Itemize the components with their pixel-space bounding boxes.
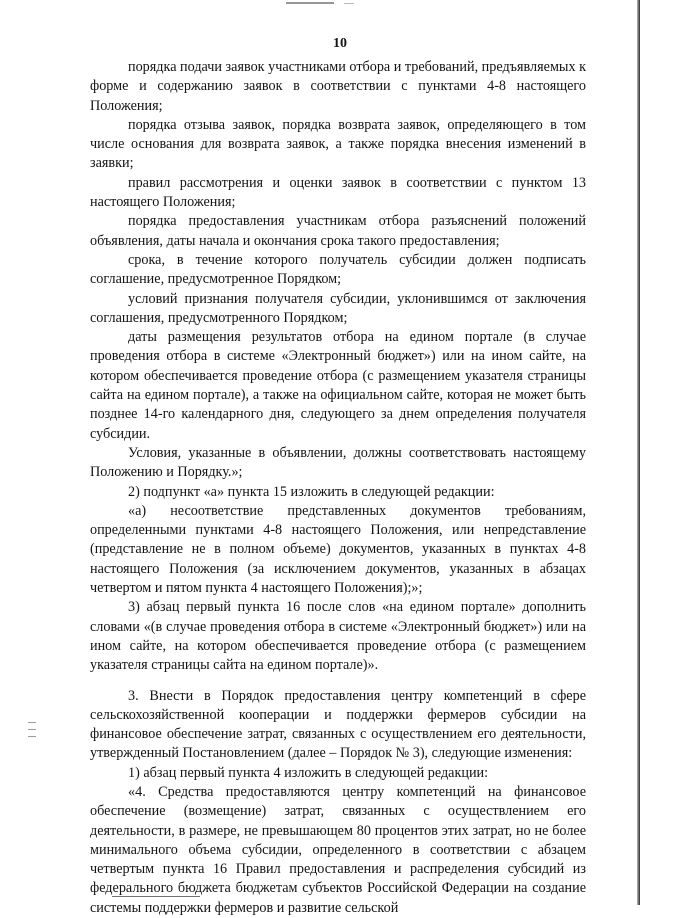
scan-artifact-left	[28, 722, 36, 746]
paragraph: Условия, указанные в объявлении, должны соответствовать настоящему Положению и Порядку.»;	[90, 444, 586, 481]
paragraph: срока, в течение которого получатель субсидии должен подписать соглашение, предусмотренное Порядком;	[90, 251, 586, 288]
paragraph: 3. Внести в Порядок предоставления центру компетенций в сфере сельскохозяйственной кооперации и поддержки фермеров субсидии на финансовое обеспечение затрат, связанных с осуществлением его деятельности, утвержденный Постановлением (далее – Порядок № 3), следующие изменения:	[90, 687, 586, 762]
paragraph: 2) подпункт «а» пункта 15 изложить в следующей редакции:	[128, 483, 495, 500]
document-body	[90, 58, 586, 918]
scan-artifact-top	[286, 2, 334, 4]
paragraph: правил рассмотрения и оценки заявок в соответствии с пунктом 13 настоящего Положения;	[90, 174, 586, 211]
paragraph: «а) несоответствие представленных документов требованиям, определенными пунктами 4-8 настоящего Положения, или непредставление (представление не в полном объеме) документов, указанных в пунктах 4-8 настоящего Положения (за исключением документов, указанных в абзацах четвертом и пятом пункта 4 настоящего Положения);»;	[90, 502, 586, 597]
paragraph: «4. Средства предоставляются центру компетенций на финансовое обеспечение (возмещение) затрат, связанных с осуществлением его деятельности, в размере, не превышающем 80 процентов этих затрат, но не более минимального объема субсидии, определенного в соответствии с абзацем четвертым пункта 16 Правил предоставления и распределения субсидий из федерального бюджета бюджетам субъектов Российской Федерации на создание системы поддержки фермеров и развитие сельской	[90, 783, 586, 916]
scan-artifact-top-small	[344, 3, 354, 4]
paragraph: условий признания получателя субсидии, уклонившимся от заключения соглашения, предусмотренного Порядком;	[90, 290, 586, 326]
paragraph: даты размещения результатов отбора на едином портале (в случае проведения отбора в системе «Электронный бюджет») или на ином сайте, на котором обеспечивается проведение отбора (с размещением указателя страницы сайта на едином портале), а также на официальном сайте, которая не может быть позднее 14-го календарного дня, следующего за днем определения получателя субсидии.	[90, 329, 586, 442]
paragraph: порядка отзыва заявок, порядка возврата заявок, определяющего в том числе основания для возврата заявок, а также порядка внесения изменений в заявки;	[90, 116, 586, 172]
scan-page-edge	[637, 0, 640, 905]
paragraph: 1) абзац первый пункта 4 изложить в следующей редакции:	[128, 764, 489, 781]
paragraph: порядка подачи заявок участниками отбора и требований, предъявляемых к форме и содержанию заявок в соответствии с пунктами 4-8 настоящего Положения;	[90, 59, 586, 114]
paragraph: 3) абзац первый пункта 16 после слов «на едином портале» дополнить словами «(в случае проведения отбора в системе «Электронный бюджет») или на ином сайте, на котором обеспечивается проведение отбора (с размещением указателя страницы сайта на едином портале)».	[90, 599, 586, 674]
paragraph: порядка предоставления участникам отбора разъяснений положений объявления, даты начала и окончания срока такого предоставления;	[90, 213, 586, 249]
page-number: 10	[333, 36, 347, 51]
